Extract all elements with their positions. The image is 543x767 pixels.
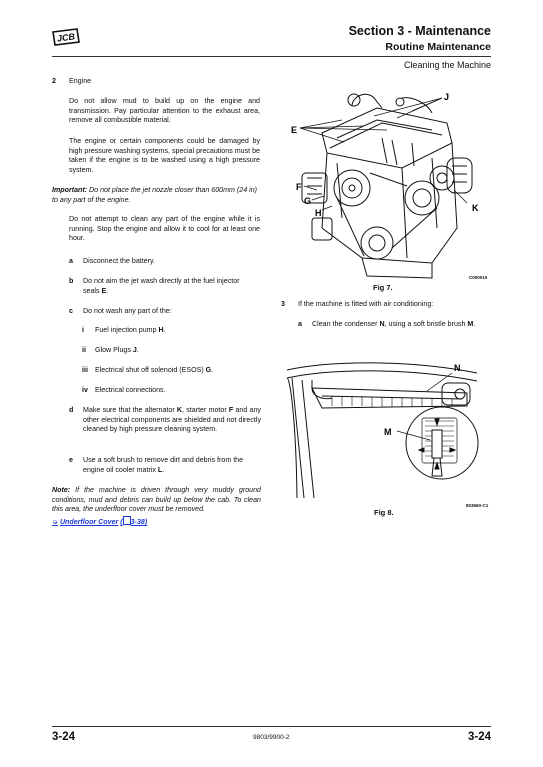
item-engine-heading: 2 Engine (52, 77, 92, 85)
step-d: d Make sure that the alternator K, starter motor F and any other electrical components are shielded and not directly cleaned by high pressure cleaning system. (69, 406, 261, 434)
arrow-right-icon: ➭ (52, 518, 58, 526)
label-k: K (472, 203, 479, 213)
step-b: b Do not aim the jet wash directly at the fuel injector seals E. (69, 277, 240, 295)
page-number-left: 3-24 (52, 731, 76, 743)
underfloor-cover-link[interactable]: ➭ Underfloor Cover ( 3-38) (52, 518, 148, 526)
engine-para-3: Do not attempt to clean any part of the engine while it is running. Stop the engine and allow it to cool for at least one hour. (69, 215, 260, 243)
header-rule (52, 56, 491, 57)
fig8-code: 803660-C1 (466, 503, 489, 508)
label-n: N (454, 363, 461, 373)
fig7-code: C000010 (469, 275, 488, 280)
topic-title: Cleaning the Machine (403, 60, 491, 70)
fig8-caption: Fig 8. (374, 508, 394, 517)
step-e: e Use a soft brush to remove dirt and debris from the engine oil cooler matrix L. (69, 456, 244, 474)
section-title: Section 3 - Maintenance (348, 24, 491, 38)
footer-rule (52, 726, 491, 727)
section-subtitle: Routine Maintenance (385, 41, 491, 53)
page-ref-icon (123, 516, 131, 525)
label-g: G (304, 196, 312, 206)
left-column (52, 77, 267, 89)
engine-illustration (282, 78, 492, 283)
condenser-illustration (282, 358, 492, 503)
important-note: Important: Do not place the jet nozzle closer than 600mm (24 in) to any part of the engine. (52, 186, 258, 204)
engine-para-2: The engine or certain components could be damaged by high pressure washing systems, special precautions must be taken if the engine is to be washed using a high pressure system. (69, 137, 260, 174)
note-underfloor: Note: If the machine is driven through very muddy ground conditions, mud and debris can build up below the cab. To clean this area, the underfloor cover must be removed. (52, 486, 261, 514)
label-h: H (315, 208, 322, 218)
svg-text:JCB: JCB (56, 31, 76, 44)
label-j: J (444, 92, 450, 102)
engine-para-1: Do not allow mud to build up on the engine and transmission. Pay particular attention to the exhaust area, remove all combustible material. (69, 97, 260, 125)
label-m: M (384, 427, 392, 437)
fig7-caption: Fig 7. (373, 283, 393, 292)
page-number-right: 3-24 (467, 731, 491, 743)
jcb-logo (51, 27, 81, 47)
label-e: E (291, 125, 298, 135)
item-3-a: a Clean the condenser N, using a soft bristle brush M. (298, 320, 476, 328)
doc-number: 9803/9900-2 (253, 734, 290, 741)
label-f: F (296, 182, 302, 192)
